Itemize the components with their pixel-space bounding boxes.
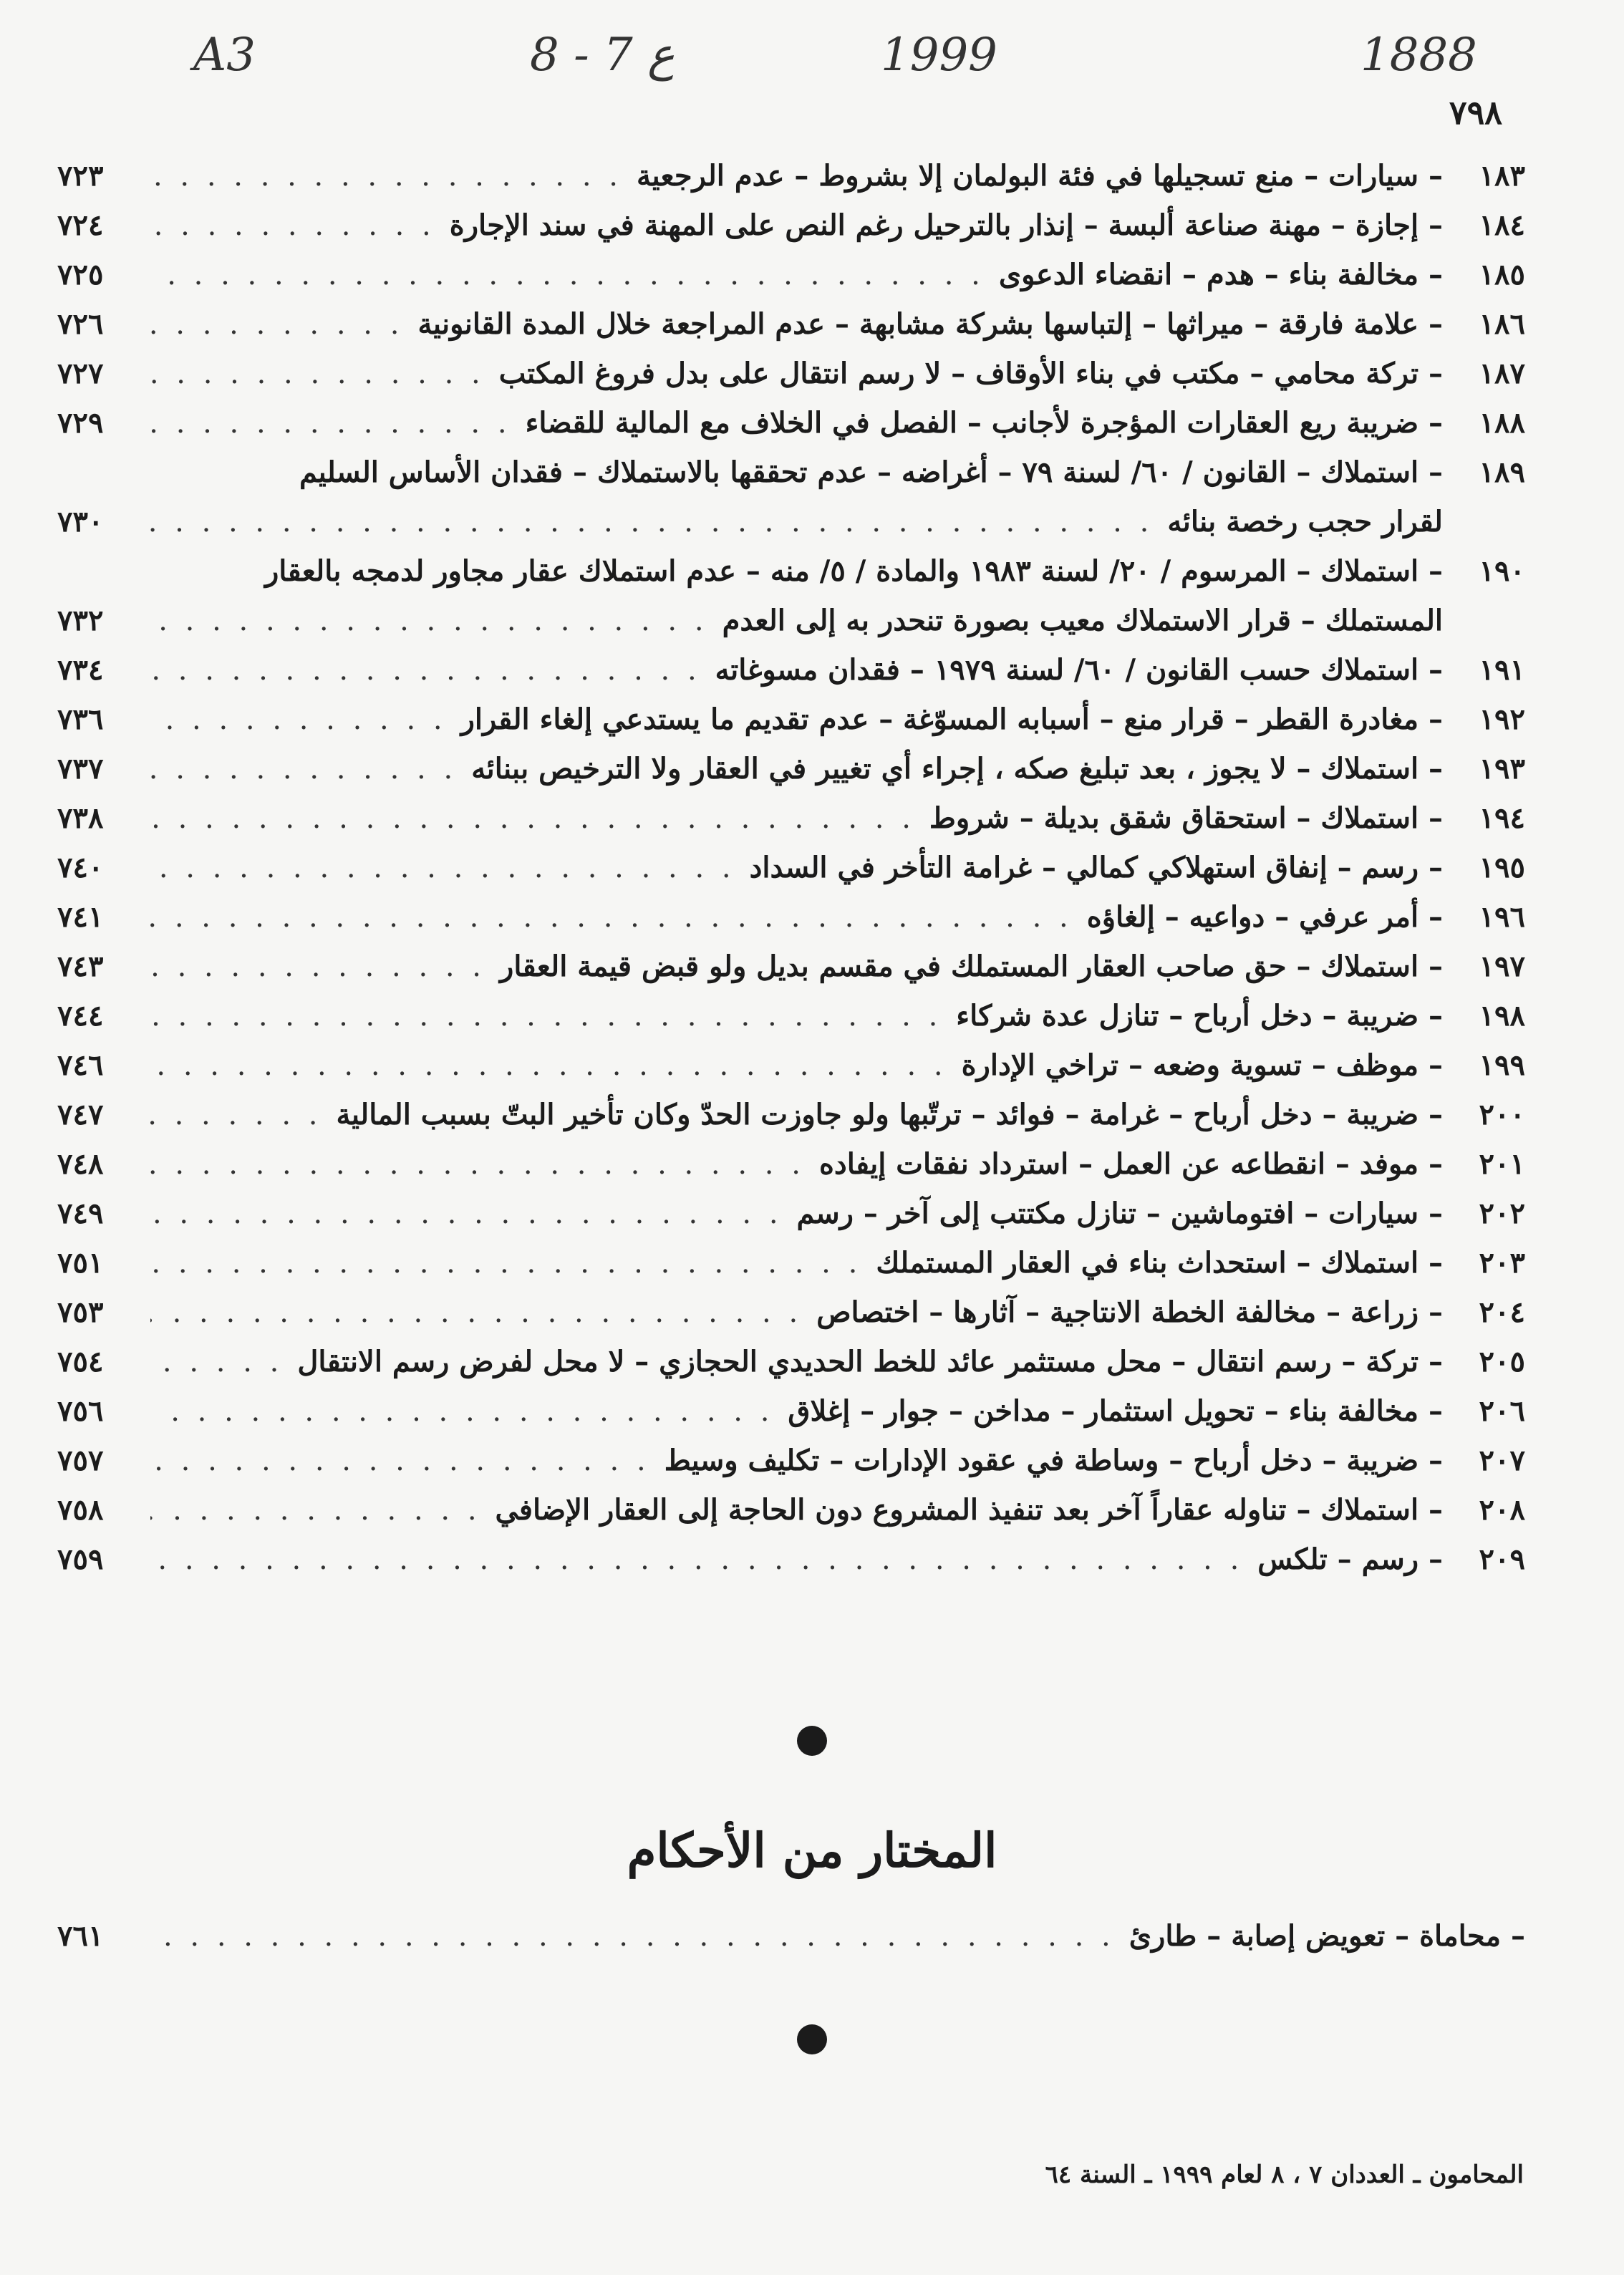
toc-entry bbox=[57, 950, 1525, 999]
entry-page: ٧٣٢ bbox=[57, 604, 104, 637]
handwritten-note: A3 bbox=[193, 29, 256, 82]
entry-title: – تركة محامي – مكتب في بناء الأوقاف – لا رسم انتقال على بدل فروغ المكتب bbox=[498, 357, 1443, 390]
entry-number: ١٨٣ bbox=[1479, 159, 1525, 193]
dot-leader bbox=[150, 950, 500, 983]
entry-title: – ضريبة – دخل أرباح – غرامة – فوائد – ترتّبها ولو جاوزت الحدّ وكان تأخير البتّ بسبب المالية bbox=[336, 1098, 1443, 1131]
entry-number: ٢٠٦ bbox=[1479, 1394, 1525, 1428]
dot-leader bbox=[150, 1346, 297, 1378]
entry-title: – موظف – تسوية وضعه – تراخي الإدارة bbox=[961, 1048, 1443, 1082]
entry-page: ٧٤١ bbox=[57, 900, 104, 934]
entry-page: ٧٥١ bbox=[57, 1246, 104, 1280]
dot-leader bbox=[150, 1247, 876, 1280]
toc-entry bbox=[57, 1542, 1525, 1592]
toc-entry bbox=[57, 1295, 1525, 1345]
entry-number: ١٩١ bbox=[1479, 653, 1525, 687]
entry-page: ٧٢٣ bbox=[57, 159, 104, 193]
toc-entry bbox=[57, 258, 1525, 307]
entry-number: ٢٠٣ bbox=[1479, 1246, 1525, 1280]
entry-title: – رسم – تلكس bbox=[1257, 1542, 1443, 1576]
handwritten-note: 1888 bbox=[1360, 29, 1477, 82]
entry-page: ٧٣٧ bbox=[57, 752, 104, 786]
dot-leader bbox=[150, 506, 1167, 538]
dot-leader bbox=[150, 1197, 797, 1230]
bullet-divider bbox=[797, 1726, 827, 1756]
entry-page: ٧٣٦ bbox=[57, 702, 104, 736]
entry-number: ١٩٢ bbox=[1479, 702, 1525, 736]
entry-page: ٧٤٦ bbox=[57, 1048, 104, 1082]
dot-leader bbox=[150, 1098, 336, 1131]
entry-number: ١٩٨ bbox=[1479, 999, 1525, 1033]
dot-leader bbox=[150, 604, 722, 637]
entry-number: ٢٠٥ bbox=[1479, 1345, 1525, 1378]
entry-title: – استملاك – القانون / ٦٠/ لسنة ٧٩ – أغراضه – عدم تحققها بالاستملاك – فقدان الأساس السليم bbox=[299, 455, 1443, 489]
dot-leader bbox=[150, 1148, 819, 1181]
dot-leader bbox=[150, 654, 715, 687]
entry-number: ١٩٩ bbox=[1479, 1048, 1525, 1082]
entry-number: ١٩٦ bbox=[1479, 900, 1525, 934]
entry-title: – زراعة – مخالفة الخطة الانتاجية – آثارها – اختصاص bbox=[816, 1295, 1443, 1329]
toc-entry bbox=[57, 653, 1525, 702]
toc-entry bbox=[57, 1394, 1525, 1444]
toc-entry bbox=[57, 851, 1525, 900]
toc-entry bbox=[57, 406, 1525, 455]
running-footer: المحامون ـ العددان ٧ ، ٨ لعام ١٩٩٩ ـ السنة ٦٤ bbox=[1045, 2160, 1524, 2189]
entry-title: – علامة فارقة – ميراثها – إلتباسها بشركة مشابهة – عدم المراجعة خلال المدة القانونية bbox=[417, 307, 1443, 341]
entry-number: ٢٠٠ bbox=[1479, 1098, 1525, 1131]
toc-entry bbox=[57, 455, 1525, 554]
selected-rulings-list bbox=[57, 1919, 1525, 1969]
entry-title: – إجازة – مهنة صناعة ألبسة – إنذار بالترحيل رغم النص على المهنة في سند الإجارة bbox=[449, 208, 1443, 242]
dot-leader bbox=[150, 209, 450, 242]
entry-number: ٢٠٧ bbox=[1479, 1444, 1525, 1477]
toc-entry bbox=[57, 208, 1525, 258]
entry-title: – مخالفة بناء – تحويل استثمار – مداخن – جوار – إغلاق bbox=[788, 1394, 1443, 1428]
entry-number: ١٨٨ bbox=[1479, 406, 1525, 440]
entry-title: – مخالفة بناء – هدم – انقضاء الدعوى bbox=[998, 258, 1443, 291]
entry-title: – محاماة – تعويض إصابة – طارئ bbox=[1128, 1919, 1525, 1953]
entry-title-continued: المستملك – قرار الاستملاك معيب بصورة تنحدر به إلى العدم bbox=[722, 604, 1443, 637]
entry-title: – تركة – رسم انتقال – محل مستثمر عائد للخط الحديدي الحجازي – لا محل لفرض رسم الانتقال bbox=[297, 1345, 1443, 1378]
entry-title: – استملاك – حق صاحب العقار المستملك في مقسم بديل ولو قبض قيمة العقار bbox=[500, 950, 1443, 983]
entry-title: – ضريبة ريع العقارات المؤجرة لأجانب – الفصل في الخلاف مع المالية للقضاء bbox=[525, 406, 1443, 440]
dot-leader bbox=[150, 802, 929, 835]
dot-leader bbox=[150, 357, 499, 390]
dot-leader bbox=[150, 703, 461, 736]
dot-leader bbox=[150, 1543, 1257, 1576]
entry-title: – ضريبة – دخل أرباح – تنازل عدة شركاء bbox=[956, 999, 1443, 1033]
toc-entry bbox=[57, 1197, 1525, 1246]
entry-page: ٧٢٤ bbox=[57, 208, 104, 242]
entry-number: ٢٠٩ bbox=[1479, 1542, 1525, 1576]
entry-number: ١٨٩ bbox=[1479, 455, 1525, 489]
entry-page: ٧٢٩ bbox=[57, 406, 104, 440]
dot-leader bbox=[150, 851, 750, 884]
toc-entry bbox=[57, 900, 1525, 950]
toc-entry bbox=[57, 159, 1525, 208]
dot-leader bbox=[150, 1296, 816, 1329]
entry-page: ٧٥٩ bbox=[57, 1542, 104, 1576]
entry-number: ٢٠٤ bbox=[1479, 1295, 1525, 1329]
dot-leader bbox=[150, 308, 417, 341]
toc-entry bbox=[57, 307, 1525, 357]
dot-leader bbox=[150, 259, 999, 291]
entry-number: ٢٠٢ bbox=[1479, 1197, 1525, 1230]
entry-number: ١٩٥ bbox=[1479, 851, 1525, 884]
handwritten-note: 1999 bbox=[881, 29, 997, 82]
entry-page: ٧٤٠ bbox=[57, 851, 104, 884]
entry-title: – استملاك – تناوله عقاراً آخر بعد تنفيذ المشروع دون الحاجة إلى العقار الإضافي bbox=[495, 1493, 1443, 1527]
dot-leader bbox=[150, 753, 471, 786]
entry-page: ٧٥٦ bbox=[57, 1394, 104, 1428]
bullet-divider bbox=[797, 2024, 827, 2054]
toc-entry bbox=[57, 1246, 1525, 1295]
dot-leader bbox=[150, 1395, 788, 1428]
entry-title: – سيارات – افتوماشين – تنازل مكتتب إلى آخر – رسم bbox=[796, 1197, 1443, 1230]
entry-title: – سيارات – منع تسجيلها في فئة البولمان إلا بشروط – عدم الرجعية bbox=[637, 159, 1443, 193]
toc-entry bbox=[57, 1098, 1525, 1147]
dot-leader bbox=[150, 1920, 1129, 1953]
entry-page: ٧٥٤ bbox=[57, 1345, 104, 1378]
selected-entry bbox=[57, 1919, 1525, 1969]
entry-title: – مغادرة القطر – قرار منع – أسبابه المسوّغة – عدم تقديم ما يستدعي إلغاء القرار bbox=[460, 702, 1443, 736]
toc-entry bbox=[57, 554, 1525, 653]
toc-entry bbox=[57, 702, 1525, 752]
entry-title: – استملاك – المرسوم / ٢٠/ لسنة ١٩٨٣ والمادة / ٥/ منه – عدم استملاك عقار مجاور لدمجه بالعقار bbox=[264, 554, 1443, 588]
dot-leader bbox=[150, 1049, 962, 1082]
entry-number: ١٩٣ bbox=[1479, 752, 1525, 786]
toc-entry bbox=[57, 1444, 1525, 1493]
entry-title: – استملاك – لا يجوز ، بعد تبليغ صكه ، إجراء أي تغيير في العقار ولا الترخيص ببنائه bbox=[471, 752, 1443, 786]
toc-entry bbox=[57, 999, 1525, 1048]
toc-entry bbox=[57, 1345, 1525, 1394]
entry-page: ٧٣٤ bbox=[57, 653, 104, 687]
entry-title: – استملاك – استحداث بناء في العقار المستملك bbox=[876, 1246, 1443, 1280]
entry-number: ١٨٧ bbox=[1479, 357, 1525, 390]
entry-number: ١٨٤ bbox=[1479, 208, 1525, 242]
entry-page: ٧٦١ bbox=[57, 1919, 104, 1953]
entry-number: ١٩٤ bbox=[1479, 801, 1525, 835]
dot-leader bbox=[150, 407, 526, 440]
entry-page: ٧٢٧ bbox=[57, 357, 104, 390]
section-heading: المختار من الأحكام bbox=[627, 1822, 997, 1878]
entry-page: ٧٥٣ bbox=[57, 1295, 104, 1329]
toc-entry bbox=[57, 752, 1525, 801]
entry-number: ١٨٥ bbox=[1479, 258, 1525, 291]
entry-page: ٧٥٨ bbox=[57, 1493, 104, 1527]
dot-leader bbox=[150, 901, 1087, 934]
dot-leader bbox=[150, 1444, 664, 1477]
entry-title: – موفد – انقطاعه عن العمل – استرداد نفقات إيفاده bbox=[818, 1147, 1443, 1181]
entry-page: ٧٢٦ bbox=[57, 307, 104, 341]
entry-page: ٧٤٩ bbox=[57, 1197, 104, 1230]
entry-page: ٧٥٧ bbox=[57, 1444, 104, 1477]
entry-title: – استملاك حسب القانون / ٦٠/ لسنة ١٩٧٩ – فقدان مسوغاته bbox=[715, 653, 1443, 687]
entry-page: ٧٤٧ bbox=[57, 1098, 104, 1131]
entry-title: – أمر عرفي – دواعيه – إلغاؤه bbox=[1086, 900, 1443, 934]
entry-title: – رسم – إنفاق استهلاكي كمالي – غرامة التأخر في السداد bbox=[749, 851, 1443, 884]
entry-page: ٧٤٨ bbox=[57, 1147, 104, 1181]
dot-leader bbox=[150, 160, 637, 193]
entry-page: ٧٤٤ bbox=[57, 999, 104, 1033]
page-number: ٧٩٨ bbox=[1449, 93, 1502, 132]
entry-page: ٧٣٠ bbox=[57, 505, 104, 538]
entry-page: ٧٢٥ bbox=[57, 258, 104, 291]
entry-title-continued: لقرار حجب رخصة بنائه bbox=[1167, 505, 1443, 538]
entry-page: ٧٣٨ bbox=[57, 801, 104, 835]
entry-page: ٧٤٣ bbox=[57, 950, 104, 983]
toc-entry bbox=[57, 1048, 1525, 1098]
toc-entry bbox=[57, 1493, 1525, 1542]
entry-number: ١٨٦ bbox=[1479, 307, 1525, 341]
entry-title: – استملاك – استحقاق شقق بديلة – شروط bbox=[929, 801, 1443, 835]
dot-leader bbox=[150, 1000, 956, 1033]
dot-leader bbox=[150, 1494, 496, 1527]
toc-entry bbox=[57, 357, 1525, 406]
toc-entry bbox=[57, 1147, 1525, 1197]
entry-title: – ضريبة – دخل أرباح – وساطة في عقود الإدارات – تكليف وسيط bbox=[664, 1444, 1443, 1477]
entry-number: ٢٠٨ bbox=[1479, 1493, 1525, 1527]
table-of-contents bbox=[57, 159, 1525, 1592]
entry-number: ١٩٧ bbox=[1479, 950, 1525, 983]
entry-number: ٢٠١ bbox=[1479, 1147, 1525, 1181]
entry-number: ١٩٠ bbox=[1479, 554, 1525, 588]
toc-entry bbox=[57, 801, 1525, 851]
handwritten-note: 8 - 7 ع bbox=[530, 29, 675, 82]
